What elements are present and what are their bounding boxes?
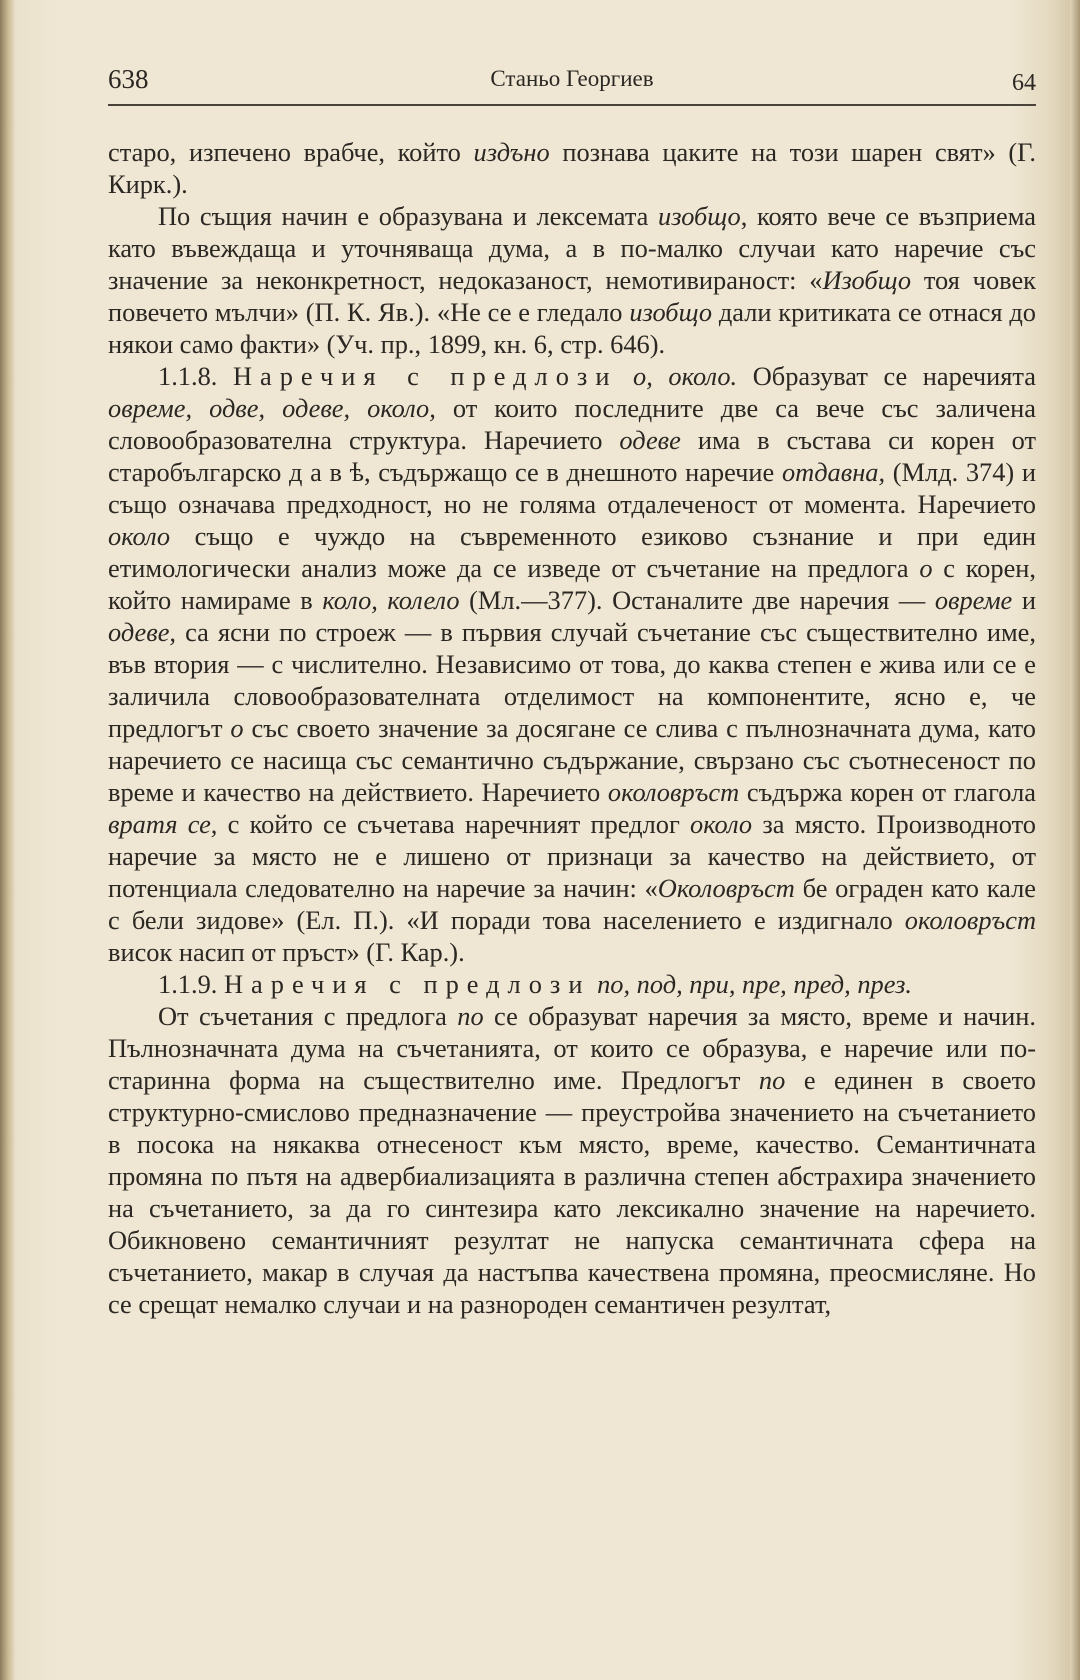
section-number: 1.1.8. (158, 361, 233, 391)
book-spine (0, 0, 14, 1680)
body-text (108, 136, 1036, 1320)
page-number-right: 64 (1012, 70, 1036, 96)
section-1-1-8: 1.1.8. Наречия с предлози о, около. Образуват се наречията овреме, одве, одеве, около, от които последните две са вече със заличена словообразователна структура. Наречието одеве има в състава си корен от старобългарско д а в ѣ, съдържащо се в днешното наречие отдавна, (Млд. 374) и също означава предходност, но не голяма отдалеченост от момента. Наречието около също е чуждо на съвременното езиково съзнание и при един етимологически анализ може да се изведе от съчетание на предлога о с корен, който намираме в коло, колело (Мл.—377). Останалите две наречия — овреме и одеве, са ясни по строеж — в първия случай съчетание със съществително име, във втория — с числително. Независимо от това, до каква степен е жива или се е заличила словообразователната отделимост на компонентите, ясно е, че предлогът о със своето значение за досягане се слива с пълнозначната дума, като наречието се насища със семантично съдържание, свързано със съотнесеност по време и качество на действието. Наречието околовръст съдържа корен от глагола вратя се, с който се съчетава наречният предлог около за място. Производното наречие за място не е лишено от признаци за качество на действието, от потенциала следователно на наречие за начин: «Околовръст бе ограден като кале с бели зидове» (Ел. П.). «И поради това населението е издигнало околовръст висок насип от пръст» (Г. Кар.). (108, 361, 1037, 967)
section-heading: Наречия с предлози (232, 361, 618, 391)
section-number: 1.1.9. (158, 969, 224, 999)
paragraph-5: От съчетания с предлога по се образуват наречия за място, време и начин. Пълнозначната дума на съчетанията, от които се образува, е наречие или по-старинна форма на съществително име. Предлогът по е единен в своето структурно-смислово предназначение — преустройва значението на съчетанието в посока на някаква отнесеност към място, време, качество. Семантичната промяна по пътя на адвербиализацията в различна степен абстрахира значението на съчетанието, за да го синтезира като лексикално значение на наречието. Обикновено семантичният резултат не напуска семантичната сфера на съчетанието, макар в случая да настъпва качествена промяна, преосмисляне. Но се срещат немалко случаи и на разнороден семантичен резултат, (108, 1001, 1036, 1319)
section-1-1-9: 1.1.9. Наречия с предлози по, под, при, пре, пред, през. (158, 969, 912, 999)
running-title-author: Станьо Георгиев (490, 66, 654, 91)
running-header (108, 60, 1036, 104)
paragraph-2: По същия начин е образувана и лексемата изобщо, която вече се възприема като въвеждаща и уточняваща дума, а в по-малко случаи като наречие със значение за неконкретност, недоказаност, немотивираност: «Изобщо тоя човек повечето мълчи» (П. К. Яв.). «Не се е гледало изобщо дали критиката се отнася до някои само факти» (Уч. пр., 1899, кн. 6, стр. 646). (108, 201, 1036, 359)
section-heading: Наречия с предлози (223, 969, 591, 999)
page-number-left: 638 (108, 64, 149, 94)
header-rule (108, 104, 1036, 106)
paragraph-1: старо, изпечено врабче, който издъно познава цаките на този шарен свят» (Г. Кирк.). (108, 137, 1037, 199)
page-edge (1070, 0, 1080, 1680)
